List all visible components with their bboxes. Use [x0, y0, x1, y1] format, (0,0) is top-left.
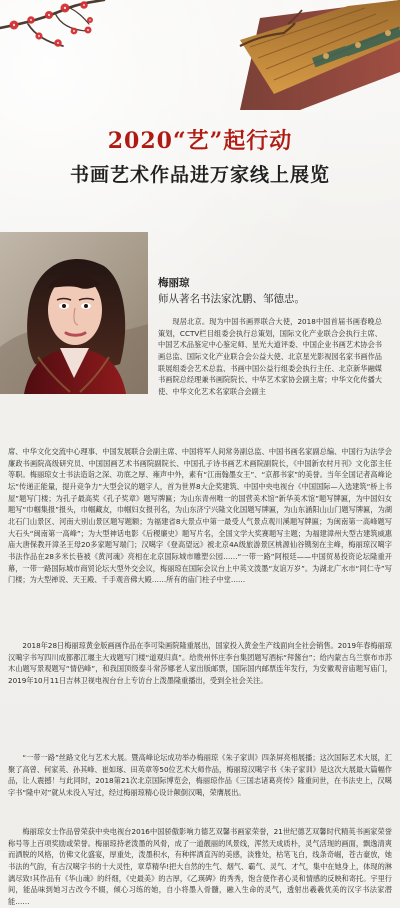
- body-paragraph: “一带一路”丝路文化与艺术大展。暨高峰论坛成功举办梅丽琼《朱子家训》四条屏亮相展播；这次国际艺术大展，汇聚了高曾、何家英、孙其峰、崔如琢、田英章等50位艺术大师作品，梅丽琼汉噶字书《朱子家训》是这次大展最大篇幅作品，让人震撼！与此同时，2018第21次北京国际博览会，梅丽琼作品《三国志诸葛亮传》隆重问世，在书法史上，汉噶字书“隆中对”就从未没入写过，经过梅丽琼精心设计颠倒汉噶，荣膺展出。: [8, 753, 392, 797]
- subtitle: 书画艺术作品进万家线上展览: [69, 164, 330, 186]
- portrait-image: [0, 232, 148, 394]
- palace-roof-illustration: [240, 0, 400, 110]
- main-title: [0, 124, 400, 155]
- plum-blossom-icon: [0, 0, 150, 90]
- artist-teacher: 师从著名书法家沈鹏、邹德忠。: [158, 293, 305, 305]
- body-paragraph: 2018年28日梅丽琼黄金版画画作品在李可染画院隆重展出，国家投入黄金生产线面向全社会销售。2019年春梅丽琼汉噶字书写四川成都都江堰主大戏题写门楼“道观归真”。给贵州怀庄李台集团题写酒标“拜酱台”；给内蒙古乌兰察布市苏木山题写景观题写“情侣峰”，和我国顶级泰斗常莎娜老人家出版邮票，国际国内邮票连年发行，为安徽观音庙题写庙门，2019年10月11日吉林卫视电视台台上专访台上泼墨隆重播出，受到全社会关注。: [8, 641, 392, 685]
- title-year: 2020: [107, 128, 173, 154]
- body-paragraph: 席、中华文化交流中心理事、中国发展联合会副主席、中国将军人间常务副总监、中国书画名家副总编、中国行为法学会廉政书画院高级研究员、中国国画艺术书画院副院长、中国孔子诗书画艺术画院副院长，《中国新农村月刊》文化部主任等职。梅丽琼女士书法造诣之深、功底之厚、雍声中外，素有“江南翰墨女王”、“京都书家”的美誉。当年全国记者高峰论坛“传递正能量，提升竞争力”大型会议的题字人，首为世界8大企奖建筑、中国中央电视台《中国国际—入选建筑“桥上书屋”题写门楼；为孔子最高奖《孔子奖章》题写牌匾；为山东青州唯一的国营美术馆“新华美术馆”题写牌匾，为中国妇女题写“巾帼集报”报头，巾帼藏友，巾帼妇女报刊名，为山东济宁兴隆文化国题写牌匾，为山东涵阳山山门题写牌匾，为湖北石门山景区、河南大别山景区题写题额；为福建省8大景点中第一最受人气景点观川溪题写牌匾；为闽南第一高峰题写大石头“闽南第一高峰”；为大型神话电影《后稷廉史》题写片名，全国文学大奖赛题写主题；为福建漳州大型古建筑威惠庙大唐保教开漳圣王母20多家题写端门；汉噶字《登高望远》被北京4A级旅游景区桃源仙谷镌刻在主峰，梅丽琼汉噶字书法作品在28多米长巷被《黄河魂》亮相在北京国际城市雕塑公园……“一带一路”阿根廷——中国贸易投资论坛隆重开幕，一带一路国际城市商贸论坛大型外交会议，梅丽琼在国际会议台上中英文泼墨“友谊万岁”。为湖北广水市“同仁寺”写门楼；为大型禅说、天王殿、千手观音佛大殿……所有的庙门柱子中堂……: [8, 447, 392, 585]
- intro-paragraph: 现居北京。现为中国书画界联合大使，2018中国首届书画春晚总策划，CCTV栏目组委会执行总策划，国际文化产业联合会执行主席、中国艺术品鉴定中心鉴定师、星光大道评委、中国企业书画艺术协会书画总监、国际文化产业联合会公益大使、北京星光影视园名家书画作品联展组委会艺术总监、书画中国公益行组委会执行主任、北京新华融媒书画院总经理兼书画院院长、中华艺术家协会副主席；中华文化传播大使、中华文化艺术名家联合会副主: [158, 317, 382, 396]
- body-paragraph: 梅丽琼女士作品曾荣获中央电视台2016中国骄傲影响力德艺双馨书画家荣誉，21世纪德艺双馨时代精英书画家荣誉称号等上百项奖励或荣誉。梅丽琼持老泼墨的风骨，成了一道靓丽的风景线，浑然天成质朴，灵气活现的画面，飘逸清爽而洒脱的风格，仿佛文化盛宴，厚重处，泼墨积水，有种挥洒直泻的美感，淡雅处，枯笔飞白，线条奇崛，苍古豪放，她书法的气韵，有古汉噶字书的十大灵性，章草精华!把大自然的生气、烟气、霸气、灵气、才气，集中在她身上，体现的淋漓尽致!其作品有《华山魂》的纤细，《史最美》的古厚，《乙瑛碑》的秀秀，饱含使作者心灵和情感的反映和寄托。宇里行间，能品味到她习古改今不辍，倾心习练的她，自小将墨入骨髓，融入生命的灵气，透射出羲羲优美的汉字书法家潜能……: [8, 827, 392, 906]
- artist-name: 梅丽琼: [158, 277, 190, 289]
- header-decoration: [0, 0, 400, 120]
- title-rest: “艺”起行动: [172, 128, 293, 154]
